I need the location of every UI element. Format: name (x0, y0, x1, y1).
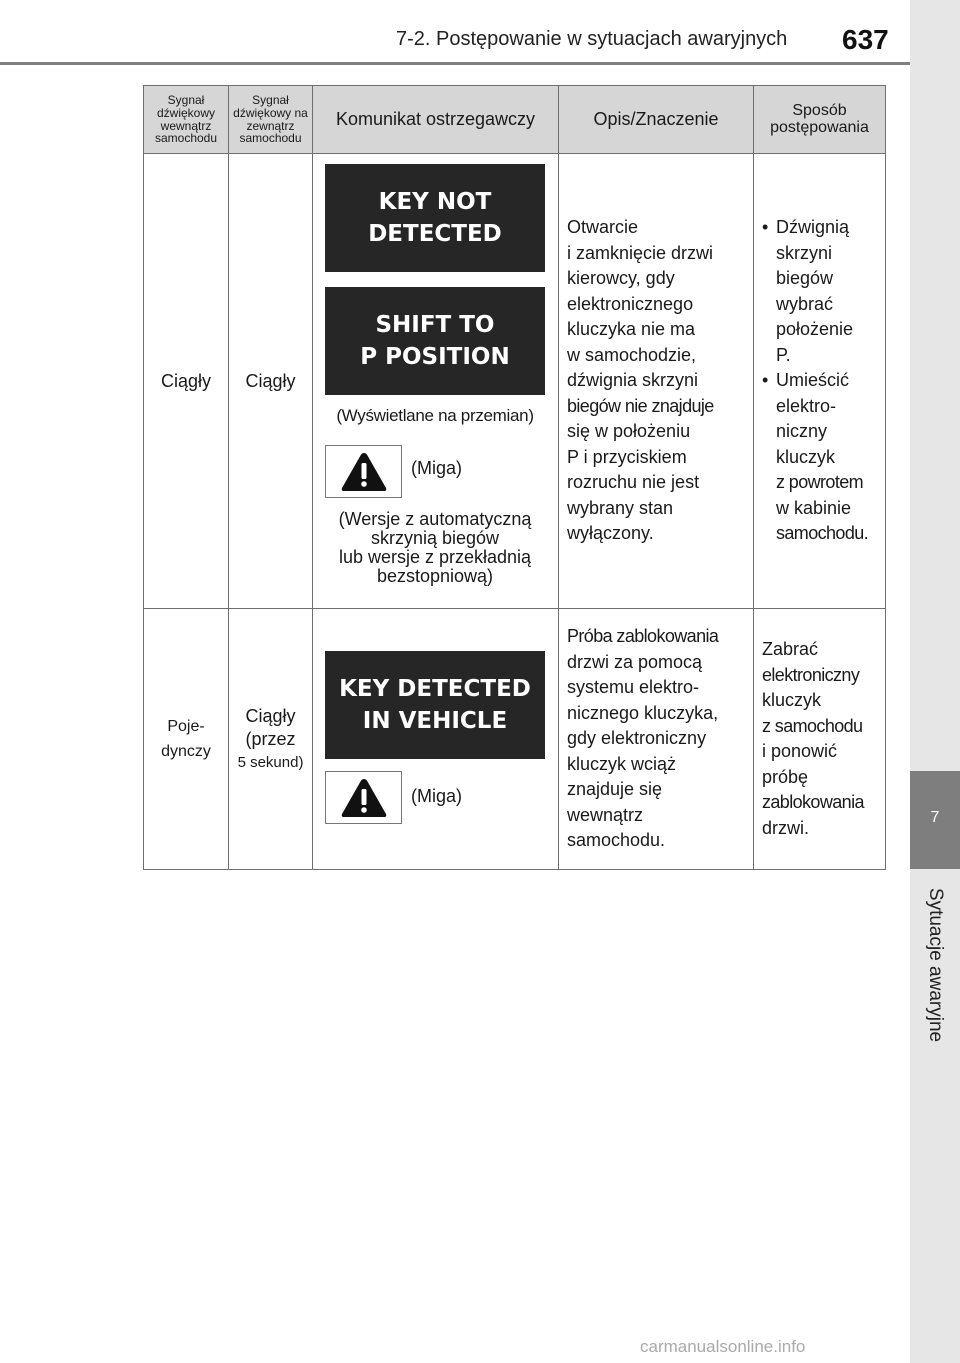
action-line: z samochodu (762, 715, 863, 736)
list-item (762, 368, 881, 547)
display-key-not-detected (325, 164, 545, 272)
action-line: • Dźwignią (776, 217, 850, 238)
description-line: wewnątrz (567, 804, 644, 825)
buzzer-outside-cell (229, 609, 313, 870)
description-line: systemu elektro- (567, 677, 700, 698)
action-line: • Umieścić (776, 370, 850, 391)
description-line: samochodu. (567, 830, 666, 851)
page-header-title: 7-2. Postępowanie w sytuacjach awaryjnych (396, 28, 788, 50)
alternating-caption: (Wyświetlane na przemian) (336, 406, 534, 425)
description-line: P i przyciskiem (567, 446, 687, 467)
caption-line: (Wersje z automatyczną (338, 509, 532, 529)
cell-line: Poje- (167, 718, 205, 735)
display-key-detected-in-vehicle (325, 651, 545, 759)
description-line: elektronicznego (567, 293, 694, 314)
display-line: DETECTED (368, 221, 502, 247)
action-line: położenie (776, 319, 854, 340)
description-line: Próba zablokowania (567, 626, 719, 647)
header-divider (0, 62, 910, 65)
action-line: drzwi. (762, 817, 810, 838)
action-line: Zabrać (762, 639, 819, 659)
flash-label: (Miga) (411, 786, 463, 806)
warning-message-cell (313, 154, 559, 609)
header-description: Opis/Znaczenie (559, 86, 754, 154)
description-line: znajduje się (567, 779, 663, 800)
action-cell (754, 609, 886, 870)
header-action: Sposób postępowania (754, 86, 886, 154)
action-line: wybrać (776, 293, 834, 314)
action-cell (754, 154, 886, 609)
action-line: samochodu. (776, 523, 869, 544)
action-line: kluczyk (762, 690, 822, 710)
cell-line: 5 sekund) (237, 753, 304, 771)
description-line: kierowcy, gdy (567, 268, 675, 289)
action-line: skrzyni (776, 242, 833, 263)
caption-line: skrzynią biegów (370, 528, 500, 548)
description-line: w samochodzie, (567, 344, 697, 365)
chapter-label: Sytuacje awaryjne (925, 887, 946, 1043)
action-line: kluczyk (776, 446, 836, 467)
table-header-row (144, 86, 886, 154)
description-line: nicznego kluczyka, (567, 702, 719, 723)
version-caption (313, 510, 557, 586)
cell-line: Ciągły (245, 705, 296, 726)
description-line: wybrany stan (567, 497, 674, 518)
caption-line: bezstopniową) (376, 566, 494, 586)
action-line: w kabinie (776, 497, 852, 518)
description-cell (559, 154, 754, 609)
warning-triangle-icon (325, 445, 402, 498)
action-line: i ponowić (762, 741, 838, 761)
description-line: się w położeniu (567, 421, 691, 442)
table-row (144, 154, 886, 609)
action-line: niczny (776, 421, 828, 442)
action-line: P. (776, 344, 791, 365)
header-buzzer-inside: Sygnał dźwiękowy wewnątrz samochodu (144, 86, 229, 154)
table-row (144, 609, 886, 870)
description-line: wyłączony. (567, 523, 654, 544)
action-list (762, 215, 881, 547)
header-warning-message: Komunikat ostrzegawczy (313, 86, 559, 154)
description-line: drzwi za pomocą (567, 651, 703, 672)
header-buzzer-outside: Sygnał dźwiękowy na zewnątrz samochodu (229, 86, 313, 154)
action-line: z powrotem (776, 472, 864, 493)
description-line: dźwignia skrzyni (567, 370, 699, 391)
action-line: próbę (762, 766, 809, 787)
display-line: KEY NOT (378, 189, 492, 215)
description-line: Otwarcie (567, 217, 639, 238)
display-line: KEY DETECTED (339, 676, 531, 702)
action-line: biegów (776, 268, 834, 289)
description-line: kluczyka nie ma (567, 319, 696, 340)
display-line: SHIFT TO (375, 312, 495, 338)
warning-message-cell (313, 609, 559, 870)
page-number: 637 (842, 24, 889, 55)
description-line: i zamknięcie drzwi (567, 242, 714, 263)
action-line: elektro- (776, 395, 837, 416)
chapter-sidebar (910, 0, 960, 1363)
action-line: zablokowania (762, 792, 864, 812)
buzzer-inside-cell (144, 609, 229, 870)
description-line: kluczyk wciąż (567, 753, 677, 774)
description-cell (559, 609, 754, 870)
cell-line: dynczy (161, 743, 211, 760)
warning-triangle-icon (325, 771, 402, 824)
buzzer-inside-cell: Ciągły (144, 154, 229, 609)
caption-line: lub wersje z przekładnią (338, 547, 532, 567)
display-line: P POSITION (360, 344, 510, 370)
cell-line: (przez (245, 728, 296, 749)
chapter-tab[interactable] (910, 771, 960, 869)
buzzer-outside-cell: Ciągły (229, 154, 313, 609)
description-line: rozruchu nie jest (567, 472, 700, 493)
description-line: gdy elektroniczny (567, 728, 707, 749)
description-line: biegów nie znajduje (567, 395, 714, 416)
display-shift-to-p (325, 287, 545, 395)
flash-label: (Miga) (411, 458, 463, 478)
action-line: elektroniczny (762, 664, 860, 685)
watermark: carmanualsonline.info (640, 1337, 806, 1356)
list-item (762, 215, 881, 368)
chapter-number: 7 (930, 809, 940, 826)
display-line: IN VEHICLE (362, 708, 508, 734)
warning-table (143, 85, 886, 870)
